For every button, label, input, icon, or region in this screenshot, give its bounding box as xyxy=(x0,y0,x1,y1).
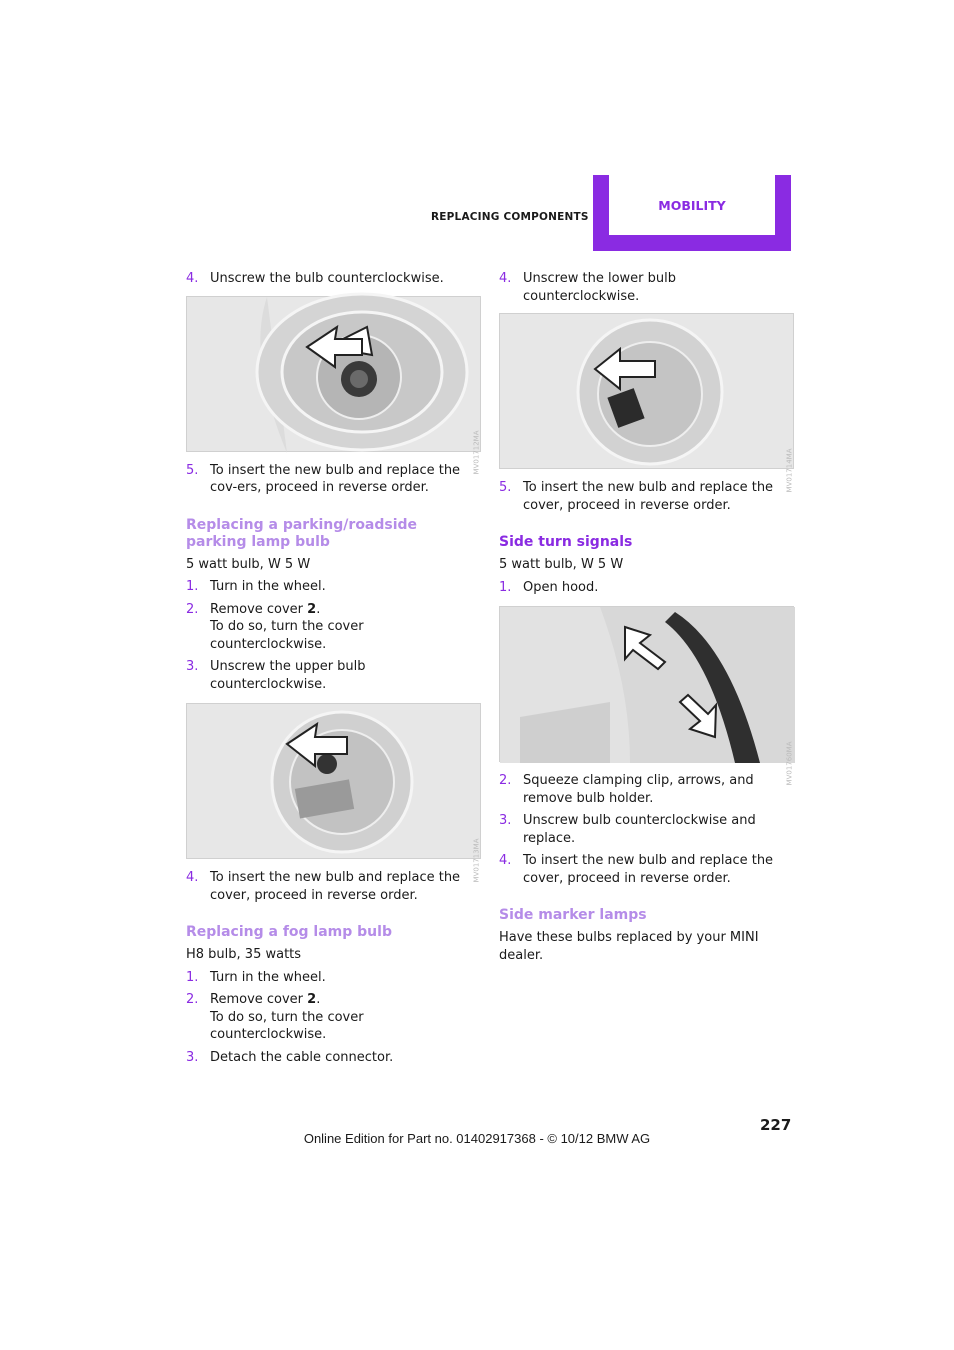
list-item: 5. To insert the new bulb and replace the cover, proceed in reverse order. xyxy=(499,480,774,513)
list-item: 4. Unscrew the lower bulb counterclockwise. xyxy=(499,271,676,304)
list-item: 3. Unscrew bulb counterclockwise and replace. xyxy=(499,813,756,846)
figure-code: MV01712MA xyxy=(472,430,481,475)
list-item: 3. Detach the cable connector. xyxy=(186,1049,394,1065)
footer: Online Edition for Part no. 01402917368 - © 10/12 BMW AG xyxy=(303,1131,651,1146)
headlight-bulb-illustration xyxy=(186,296,481,475)
figure-code: MV01713MA xyxy=(472,838,481,882)
list-item: 5. To insert the new bulb and replace the cov-ers, proceed in reverse order. xyxy=(186,462,461,495)
section-heading: Side turn signals xyxy=(499,534,633,550)
list-item: 1. Turn in the wheel. xyxy=(186,969,326,985)
list-item: 1. Turn in the wheel. xyxy=(186,579,326,594)
bulb-spec: H8 bulb, 35 watts xyxy=(186,947,302,962)
right-column xyxy=(499,270,795,969)
figure-code: MV01714MA xyxy=(785,448,794,492)
section-heading: Replacing a fog lamp bulb xyxy=(186,924,392,940)
section-heading: Replacing a parking/roadside parking lamp bulb xyxy=(186,516,418,550)
parking-lamp-illustration xyxy=(186,703,481,882)
chapter-tab-label: MOBILITY xyxy=(609,175,775,235)
list-item: 4. To insert the new bulb and replace the cover, proceed in reverse order. xyxy=(499,853,774,886)
list-item: 3. Unscrew the upper bulb counterclockwise. xyxy=(186,659,366,692)
list-item: 2. Remove cover 2. To do so, turn the cover counterclockwise. xyxy=(186,992,364,1042)
bulb-spec: 5 watt bulb, W 5 W xyxy=(499,557,624,572)
paragraph: Have these bulbs replaced by your MINI dealer. xyxy=(499,930,759,963)
list-item: 2. Remove cover 2. To do so, turn the cover counterclockwise. xyxy=(186,601,364,652)
figure-code: MV01760MA xyxy=(785,741,794,785)
bulb-spec: 5 watt bulb, W 5 W xyxy=(186,556,311,572)
list-item: 2. Squeeze clamping clip, arrows, and remove bulb holder. xyxy=(499,773,754,806)
section-heading: Side marker lamps xyxy=(499,907,647,923)
left-column xyxy=(186,270,482,1071)
list-item: 4. To insert the new bulb and replace the cover, proceed in reverse order. xyxy=(186,870,461,903)
lower-bulb-illustration xyxy=(499,313,794,492)
turn-signal-illustration xyxy=(499,606,794,785)
page-number: 227 xyxy=(760,1116,792,1134)
list-item: 1. Open hood. xyxy=(499,579,599,595)
list-item: 4. Unscrew the bulb counterclockwise. xyxy=(186,271,444,286)
section-title: REPLACING COMPONENTS xyxy=(431,211,589,223)
